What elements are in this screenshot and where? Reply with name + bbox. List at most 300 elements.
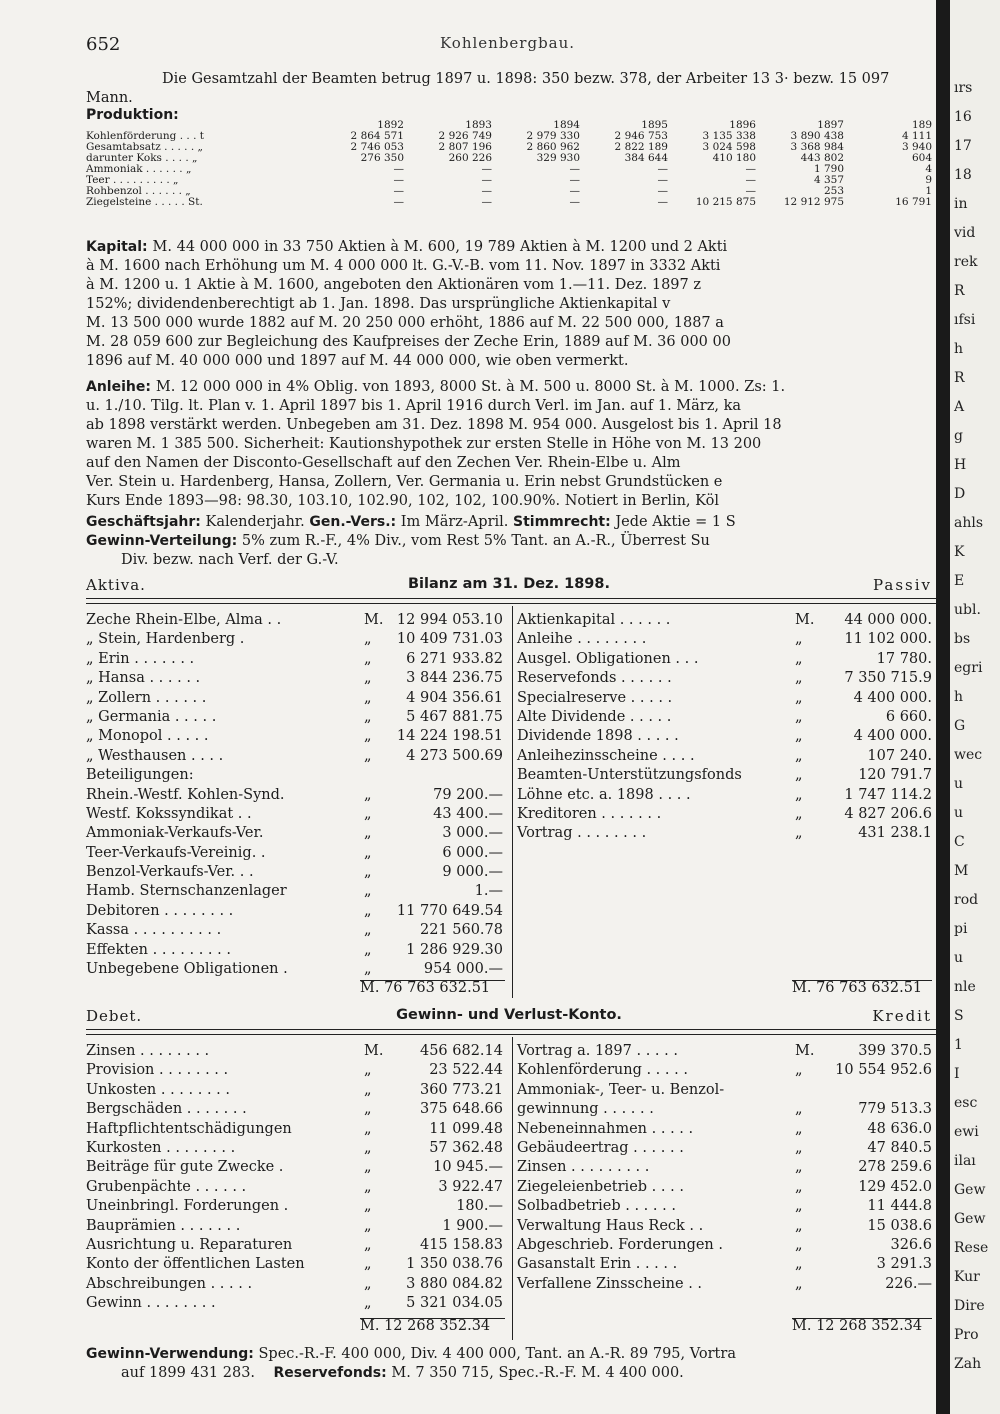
kapital-text: M. 44 000 000 in 33 750 Aktien à M. 600, 19 789 Aktien à M. 1200 und 2 Akti [152, 239, 728, 255]
kredit-row [517, 1236, 932, 1255]
debet-amount: 360 773.21 [419, 1081, 503, 1098]
passiva-amount: 6 660. [885, 708, 932, 725]
kredit-unit: „ [795, 1178, 803, 1195]
adjacent-page-fragment: bs [954, 631, 971, 647]
passiva-row [517, 766, 932, 785]
passiva-column [517, 611, 932, 844]
debet-amount: 1 900.— [442, 1217, 503, 1234]
kredit-row [517, 1042, 932, 1061]
adjacent-page-fragment: esc [954, 1095, 978, 1111]
produktion-value: 2 926 749 [438, 130, 492, 142]
aktiva-unit: „ [364, 670, 372, 687]
adjacent-page-fragment: wec [954, 747, 983, 763]
produktion-label: Produktion: [86, 107, 179, 123]
aktiva-amount: 1.— [474, 883, 503, 900]
adjacent-page-fragment: 17 [954, 138, 972, 154]
debet-unit: „ [364, 1217, 372, 1234]
debet-row [86, 1255, 506, 1274]
debet-item: Konto der öffentlichen Lasten [86, 1256, 305, 1273]
anleihe-text: M. 12 000 000 in 4% Oblig. von 1893, 8000 St. à M. 500 u. 8000 St. à M. 1000. Zs: 1. [155, 379, 786, 395]
debet-row [86, 1081, 506, 1100]
produktion-value: — [745, 174, 756, 186]
produktion-year: 1893 [465, 119, 492, 131]
passiva-amount: 120 791.7 [858, 767, 932, 784]
passiva-unit: „ [795, 786, 803, 803]
aktiva-item: Westf. Kokssyndikat . . [86, 805, 252, 822]
debet-column [86, 1042, 506, 1313]
debet-row [86, 1197, 506, 1216]
debet-amount: 456 682.14 [419, 1043, 503, 1059]
debet-item: Haftpflichtentschädigungen [86, 1120, 292, 1137]
debet-amount: 415 158.83 [419, 1236, 503, 1253]
aktiva-row [86, 960, 506, 979]
kredit-amount: 779 513.3 [858, 1101, 932, 1118]
debet-unit: „ [364, 1101, 372, 1118]
passiva-amount: 1 747 114.2 [844, 786, 932, 803]
produktion-value: — [481, 163, 492, 175]
produktion-row-label: darunter Koks . . . . „ [86, 152, 198, 164]
debet-item: Provision . . . . . . . . [86, 1062, 229, 1079]
aktiva-amount: 954 000.— [423, 961, 503, 978]
produktion-value: — [569, 163, 580, 175]
debet-row [86, 1236, 506, 1255]
produktion-value: 9 [925, 174, 932, 186]
aktiva-unit: „ [364, 902, 372, 919]
gewinnverwendung-vortrag: auf 1899 431 283. [121, 1365, 256, 1381]
passiva-item: Reservefonds . . . . . . [517, 670, 672, 687]
aktiva-amount: 4 904 356.61 [406, 689, 503, 706]
kapital-section [86, 238, 932, 371]
kredit-amount: 47 840.5 [867, 1139, 932, 1156]
aktiva-amount: 10 409 731.03 [396, 631, 503, 648]
aktiva-row [86, 844, 506, 863]
kapital-line: M. 13 500 000 wurde 1882 auf M. 20 250 000 erhöht, 1886 auf M. 22 500 000, 1887 a [86, 315, 724, 331]
kredit-item: Verfallene Zinsscheine . . [517, 1275, 703, 1292]
aktiva-item: Ammoniak-Verkaufs-Ver. [86, 825, 264, 842]
adjacent-page-fragment: E [954, 573, 965, 589]
adjacent-page-fragment: h [954, 341, 964, 357]
kredit-amount: 278 259.6 [858, 1159, 932, 1176]
debet-total: M. 12 268 352.34 [360, 1318, 491, 1334]
adjacent-page-fragment: Dire [954, 1298, 985, 1314]
kredit-row [517, 1275, 932, 1294]
kredit-item: Kohlenförderung . . . . . [517, 1062, 688, 1079]
adjacent-page-fragment: ewi [954, 1124, 979, 1140]
kapital-line: à M. 1200 u. 1 Aktie à M. 1600, angeboten den Aktionären vom 1.—11. Dez. 1897 z [86, 277, 701, 293]
passiva-item: Anleihe . . . . . . . . [517, 631, 647, 648]
debet-unit: „ [364, 1081, 372, 1098]
aktiva-item: „ Westhausen . . . . [86, 747, 224, 764]
kredit-item: Verwaltung Haus Reck . . [517, 1217, 704, 1234]
adjacent-page-fragment: ahls [954, 515, 984, 531]
aktiva-amount: 3 000.— [442, 825, 503, 842]
debet-row [86, 1294, 506, 1313]
produktion-value: 3 890 438 [790, 130, 844, 142]
adjacent-page-fragment: vid [954, 225, 976, 241]
aktiva-row [86, 786, 506, 805]
produktion-value: 3 940 [901, 141, 932, 153]
adjacent-page-fragment: rek [954, 254, 978, 270]
produktion-value: — [481, 174, 492, 186]
produktion-value: 410 180 [712, 152, 756, 164]
produktion-value: 3 135 338 [702, 130, 756, 142]
passiva-unit: „ [795, 728, 803, 745]
produktion-value: — [569, 185, 580, 197]
anleihe-line [86, 378, 932, 397]
kredit-item: Ziegeleienbetrieb . . . . [517, 1178, 684, 1195]
produktion-value: 384 644 [624, 152, 668, 164]
passiva-amount: 4 400 000. [853, 689, 932, 706]
adjacent-page-fragment: R [954, 283, 965, 299]
kredit-unit: M. [795, 1043, 815, 1059]
debet-unit: „ [364, 1236, 372, 1253]
aktiva-amount: 12 994 053.10 [396, 612, 503, 628]
adjacent-page-fragment: ubl. [954, 602, 981, 618]
running-head: Kohlenbergbau. [440, 34, 576, 52]
anleihe-line: auf den Namen der Disconto-Gesellschaft auf den Zechen Ver. Rhein-Elbe u. Alm [86, 455, 681, 471]
debet-unit: „ [364, 1256, 372, 1273]
gewinnverteilung-line [86, 532, 932, 551]
kredit-row [517, 1120, 932, 1139]
produktion-value: 329 930 [536, 152, 580, 164]
kredit-unit: „ [795, 1139, 803, 1156]
passiva-item: Alte Dividende . . . . . [517, 708, 672, 725]
adjacent-page-fragment: nle [954, 979, 976, 995]
debet-unit: „ [364, 1198, 372, 1215]
produktion-value: — [745, 185, 756, 197]
kredit-amount: 3 291.3 [876, 1256, 932, 1273]
passiva-unit: „ [795, 825, 803, 842]
passiva-row [517, 689, 932, 708]
gewinnverwendung-text: Spec.-R.-F. 400 000, Div. 4 400 000, Tant. an A.-R. 89 795, Vortra [258, 1346, 736, 1362]
debet-row [86, 1158, 506, 1177]
passiva-row [517, 611, 932, 630]
passiva-item: Kreditoren . . . . . . . [517, 805, 662, 822]
bilanz-title: Bilanz am 31. Dez. 1898. [408, 576, 610, 592]
kredit-title: Kredit [872, 1007, 932, 1025]
produktion-value: — [657, 196, 668, 208]
passiva-amount: 44 000 000. [844, 612, 932, 628]
produktion-table [86, 120, 932, 208]
passiva-amount: 4 400 000. [853, 728, 932, 745]
anleihe-label: Anleihe: [86, 379, 156, 395]
adjacent-page-fragment: Gew [954, 1211, 986, 1227]
passiva-row [517, 630, 932, 649]
kredit-unit: „ [795, 1159, 803, 1176]
produktion-value: — [481, 196, 492, 208]
reservefonds-text: M. 7 350 715, Spec.-R.-F. M. 4 400 000. [391, 1365, 684, 1381]
adjacent-page-fragment: S [954, 1008, 964, 1024]
aktiva-item: Zeche Rhein-Elbe, Alma . . [86, 612, 282, 628]
produktion-row [86, 153, 932, 164]
debet-item: Abschreibungen . . . . . [86, 1275, 253, 1292]
adjacent-page-fragment: A [954, 399, 965, 415]
guv-top-rule-2 [86, 1034, 936, 1035]
aktiva-row [86, 941, 506, 960]
passiva-item: Anleihezinsscheine . . . . [517, 747, 695, 764]
aktiva-amount: 11 770 649.54 [396, 902, 503, 919]
kredit-amount: 226.— [885, 1275, 932, 1292]
aktiva-item: Kassa . . . . . . . . . . [86, 922, 222, 939]
aktiva-row [86, 824, 506, 843]
aktiva-amount: 6 000.— [442, 844, 503, 861]
passiva-unit: „ [795, 767, 803, 784]
genvers-text: Im März-April. [400, 514, 509, 530]
produktion-row-label: Gesamtabsatz . . . . . „ [86, 141, 203, 153]
gewinnverwendung-line [86, 1345, 932, 1364]
debet-unit: „ [364, 1062, 372, 1079]
passiva-amount: 4 827 206.6 [844, 805, 932, 822]
bilanz-top-rule-2 [86, 603, 936, 604]
produktion-value: — [393, 174, 404, 186]
kredit-amount: 326.6 [890, 1236, 932, 1253]
bilanz-top-rule [86, 598, 936, 599]
aktiva-item: „ Monopol . . . . . [86, 728, 209, 745]
kredit-column [517, 1042, 932, 1294]
aktiva-item: „ Hansa . . . . . . [86, 670, 201, 687]
kapital-line [86, 238, 932, 257]
produktion-value: 1 790 [813, 163, 844, 175]
produktion-row-label: Rohbenzol . . . . . . „ [86, 185, 191, 197]
produktion-value: 16 791 [895, 196, 932, 208]
produktion-year: 189 [911, 119, 932, 131]
produktion-value: — [657, 185, 668, 197]
produktion-year: 1896 [729, 119, 756, 131]
produktion-row [86, 164, 932, 175]
adjacent-page-fragment: 18 [954, 167, 972, 183]
adjacent-page-fragment: G [954, 718, 966, 734]
guv-divider [512, 1037, 513, 1340]
aktiva-row [86, 766, 506, 785]
kredit-item: Ammoniak-, Teer- u. Benzol- [517, 1081, 725, 1098]
kredit-amount: 11 444.8 [867, 1198, 932, 1215]
produktion-value: — [481, 185, 492, 197]
aktiva-row [86, 630, 506, 649]
aktiva-unit: „ [364, 805, 372, 822]
aktiva-row [86, 902, 506, 921]
kredit-row [517, 1061, 932, 1080]
kredit-amount: 15 038.6 [867, 1217, 932, 1234]
produktion-value: — [745, 163, 756, 175]
debet-row [86, 1275, 506, 1294]
aktiva-row [86, 650, 506, 669]
produktion-value: 276 350 [360, 152, 404, 164]
passiva-row [517, 727, 932, 746]
kredit-unit: „ [795, 1101, 803, 1118]
passiva-item: Dividende 1898 . . . . . [517, 728, 679, 745]
adjacent-page-fragment: 1 [954, 1037, 963, 1053]
debet-row [86, 1061, 506, 1080]
debet-amount: 10 945.— [433, 1159, 503, 1176]
aktiva-item: „ Zollern . . . . . . [86, 689, 207, 706]
aktiva-title: Aktiva. [86, 576, 146, 594]
aktiva-unit: „ [364, 747, 372, 764]
adjacent-page-fragment: H [954, 457, 967, 473]
passiva-row [517, 650, 932, 669]
debet-item: Zinsen . . . . . . . . [86, 1043, 210, 1059]
adjacent-page-fragment: Pro [954, 1327, 979, 1343]
debet-amount: 3 880 084.82 [406, 1275, 503, 1292]
passiva-unit: „ [795, 631, 803, 648]
geschaeftsjahr-text: Kalenderjahr. [205, 514, 305, 530]
passiva-amount: 7 350 715.9 [844, 670, 932, 687]
aktiva-unit: „ [364, 631, 372, 648]
passiva-item: Aktienkapital . . . . . . [517, 612, 671, 628]
produktion-value: 2 822 189 [614, 141, 668, 153]
produktion-value: 2 746 053 [350, 141, 404, 153]
kredit-unit: „ [795, 1275, 803, 1292]
adjacent-page-fragment: I [954, 1066, 960, 1082]
kredit-item: Zinsen . . . . . . . . . [517, 1159, 650, 1176]
anleihe-line: Ver. Stein u. Hardenberg, Hansa, Zollern, Ver. Germania u. Erin nebst Grundstücken e [86, 474, 723, 490]
kredit-unit: „ [795, 1198, 803, 1215]
produktion-value: 3 368 984 [790, 141, 844, 153]
debet-amount: 23 522.44 [429, 1062, 503, 1079]
kredit-unit: „ [795, 1062, 803, 1079]
debet-amount: 375 648.66 [419, 1101, 503, 1118]
kredit-row [517, 1139, 932, 1158]
anleihe-line: Kurs Ende 1893—98: 98.30, 103.10, 102.90, 102, 102, 100.90%. Notiert in Berlin, Köl [86, 493, 719, 509]
debet-item: Grubenpächte . . . . . . [86, 1178, 247, 1195]
aktiva-row [86, 863, 506, 882]
aktiva-row [86, 747, 506, 766]
produktion-row [86, 197, 932, 208]
produktion-value: 12 912 975 [783, 196, 844, 208]
produktion-year: 1895 [641, 119, 668, 131]
aktiva-amount: 221 560.78 [419, 922, 503, 939]
debet-row [86, 1139, 506, 1158]
passiva-total: M. 76 763 632.51 [792, 980, 923, 996]
aktiva-item: Debitoren . . . . . . . . [86, 902, 234, 919]
aktiva-row [86, 882, 506, 901]
produktion-value: 604 [911, 152, 932, 164]
passiva-amount: 17 780. [876, 650, 932, 667]
passiva-amount: 431 238.1 [858, 825, 932, 842]
kredit-item: Gebäudeertrag . . . . . . [517, 1139, 684, 1156]
produktion-year: 1892 [377, 119, 404, 131]
kredit-amount: 10 554 952.6 [835, 1062, 932, 1079]
kredit-row [517, 1197, 932, 1216]
aktiva-item: Benzol-Verkaufs-Ver. . . [86, 864, 254, 881]
kredit-item: Vortrag a. 1897 . . . . . [517, 1043, 678, 1059]
aktiva-row [86, 611, 506, 630]
adjacent-page-fragment: g [954, 428, 963, 444]
adjacent-page-fragment: Gew [954, 1182, 986, 1198]
produktion-value: — [657, 174, 668, 186]
adjacent-page-fragment: D [954, 486, 966, 502]
adjacent-page-fragment: rod [954, 892, 979, 908]
aktiva-amount: 9 000.— [442, 864, 503, 881]
kredit-unit: „ [795, 1236, 803, 1253]
produktion-value: — [393, 185, 404, 197]
passiva-amount: 11 102 000. [844, 631, 932, 648]
produktion-value: 260 226 [448, 152, 492, 164]
adjacent-page-fragment: 16 [954, 109, 972, 125]
gewinnverwendung-line2 [121, 1364, 967, 1383]
adjacent-page-fragment: h [954, 689, 964, 705]
adjacent-page-fragment: in [954, 196, 968, 212]
kapital-line: à M. 1600 nach Erhöhung um M. 4 000 000 lt. G.-V.-B. vom 11. Nov. 1897 in 3332 Akti [86, 258, 721, 274]
adjacent-page-fragment: K [954, 544, 965, 560]
produktion-value: — [569, 174, 580, 186]
debet-row [86, 1120, 506, 1139]
debet-unit: „ [364, 1275, 372, 1292]
adjacent-page-fragment: egri [954, 660, 983, 676]
kredit-row [517, 1178, 932, 1197]
produktion-value: 2 860 962 [526, 141, 580, 153]
geschaeftsjahr-line [86, 513, 932, 532]
aktiva-item: Unbegebene Obligationen . [86, 961, 288, 978]
produktion-row-label: Ziegelsteine . . . . . St. [86, 196, 203, 208]
gewinnverteilung-label: Gewinn-Verteilung: [86, 533, 238, 549]
reservefonds-label: Reservefonds: [273, 1365, 387, 1381]
adjacent-page-fragment: u [954, 950, 964, 966]
aktiva-row [86, 727, 506, 746]
aktiva-item: Beteiligungen: [86, 767, 194, 784]
kredit-row [517, 1217, 932, 1236]
aktiva-row [86, 805, 506, 824]
debet-unit: „ [364, 1295, 372, 1312]
aktiva-amount: 1 286 929.30 [406, 941, 503, 958]
aktiva-item: „ Stein, Hardenberg . [86, 631, 245, 648]
passiva-item: Beamten-Unterstützungsfonds [517, 767, 742, 784]
passiva-unit: „ [795, 670, 803, 687]
produktion-value: 10 215 875 [695, 196, 756, 208]
produktion-value: 1 [925, 185, 932, 197]
aktiva-item: Effekten . . . . . . . . . [86, 941, 231, 958]
kredit-amount: 129 452.0 [858, 1178, 932, 1195]
debet-unit: „ [364, 1120, 372, 1137]
passiva-amount: 107 240. [867, 747, 932, 764]
produktion-year: 1897 [817, 119, 844, 131]
adjacent-page-fragment: ıfsi [954, 312, 976, 328]
debet-row [86, 1100, 506, 1119]
aktiva-amount: 5 467 881.75 [406, 708, 503, 725]
kredit-unit: „ [795, 1256, 803, 1273]
debet-unit: „ [364, 1139, 372, 1156]
kredit-amount: 399 370.5 [858, 1043, 932, 1059]
debet-amount: 1 350 038.76 [406, 1256, 503, 1273]
produktion-value: 253 [823, 185, 844, 197]
passiva-row [517, 669, 932, 688]
aktiva-row [86, 708, 506, 727]
kredit-unit: „ [795, 1120, 803, 1137]
anleihe-line: u. 1./10. Tilg. lt. Plan v. 1. April 1897 bis 1. April 1916 durch Verl. im Jan. auf 1. März, ka [86, 398, 742, 414]
anleihe-line: ab 1898 verstärkt werden. Unbegeben am 31. Dez. 1898 M. 954 000. Ausgelost bis 1. April 18 [86, 417, 782, 433]
adjacent-page-fragment: R [954, 370, 965, 386]
gewinnverteilung-text: 5% zum R.-F., 4% Div., vom Rest 5% Tant. an A.-R., Überrest Su [241, 533, 710, 549]
aktiva-unit: „ [364, 825, 372, 842]
debet-item: Ausrichtung u. Reparaturen [86, 1236, 293, 1253]
aktiva-unit: „ [364, 689, 372, 706]
aktiva-amount: 14 224 198.51 [396, 728, 503, 745]
kredit-row [517, 1081, 932, 1100]
produktion-value: 4 111 [901, 130, 932, 142]
debet-row [86, 1178, 506, 1197]
debet-item: Gewinn . . . . . . . . [86, 1295, 216, 1312]
debet-unit: „ [364, 1178, 372, 1195]
passiva-row [517, 786, 932, 805]
debet-unit: M. [364, 1043, 384, 1059]
adjacent-page-fragment: pi [954, 921, 968, 937]
kredit-amount: 48 636.0 [867, 1120, 932, 1137]
kapital-line: 1896 auf M. 40 000 000 und 1897 auf M. 44 000 000, wie oben vermerkt. [86, 353, 629, 369]
produktion-value: 2 807 196 [438, 141, 492, 153]
kredit-total: M. 12 268 352.34 [792, 1318, 923, 1334]
adjacent-page-fragment: ilaı [954, 1153, 976, 1169]
debet-row [86, 1217, 506, 1236]
kredit-row [517, 1255, 932, 1274]
